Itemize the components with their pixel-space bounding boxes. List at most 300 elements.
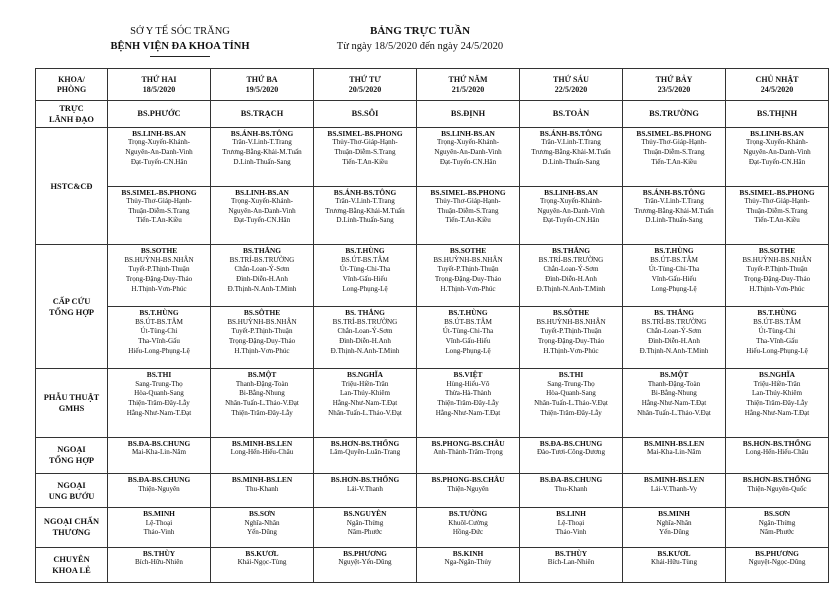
shift-staff-line: Thiện-Nguyên <box>447 484 489 493</box>
shift-staff-line: Đ.Thịnh-N.Anh-T.Minh <box>536 284 606 293</box>
shift-lead: BS.ÁNH-BS.TÔNG <box>230 128 294 138</box>
shift-staff-line: Đạt-Tuyến-CN.Hân <box>439 157 497 166</box>
shift-staff-line: BS.ÚT-BS.TÂM <box>135 317 183 326</box>
shift-staff-line: Long-Phụng-Lệ <box>342 284 388 293</box>
shift-lead: BS.SOTHE <box>758 246 796 256</box>
shift-cell-day-6 <box>623 369 726 437</box>
shift-lead: BS.ĐA-BS.CHUNG <box>127 438 191 448</box>
shift-staff-line: Nghĩa-Nhân <box>656 518 692 527</box>
shift-staff-line: Khuôl-Cường <box>448 518 488 527</box>
shift-staff-line: Tuyết-P.Thịnh-Thuận <box>746 265 808 274</box>
shift-staff-line: Ngân-Thừng <box>346 518 384 527</box>
shift-staff-line: BS.TRÍ-BS.TRƯỜNG <box>538 255 604 264</box>
shift-cell-day-4 <box>417 369 520 437</box>
dept-label-ngoaiub <box>36 473 108 507</box>
shift-staff-line: BS.ÚT-BS.TÂM <box>341 255 389 264</box>
shift-staff-line: BS.HUỲNH-BS.NHÂN <box>433 255 503 264</box>
shift-staff-line: Đình-Diễn-H.Anh <box>236 275 288 284</box>
shift-cell-day-6 <box>623 307 726 369</box>
shift-staff-line: Thu-Khanh <box>245 484 279 493</box>
shift-lead: BS.SOTHE <box>449 246 487 256</box>
shift-staff-line: BS.HUỲNH-BS.NHÂN <box>227 317 297 326</box>
shift-staff-line: Nhân-Tuấn-L.Thảo-V.Đạt <box>637 408 711 417</box>
shift-staff-line: Đình-Diễn-H.Anh <box>339 337 391 346</box>
shift-cell-day-5 <box>520 307 623 369</box>
dept-header-line: KHOA/ <box>58 74 85 84</box>
shift-staff-line: Hiếu-Long-Phụng-Lệ <box>128 346 190 355</box>
shift-staff-line: Nguyên-An-Danh-Vinh <box>537 206 605 215</box>
shift-lead: BS.SIMEL-BS.PHONG <box>327 128 403 138</box>
shift-staff-line: Nguyên-An-Danh-Vinh <box>743 147 811 156</box>
shift-cell-day-3 <box>314 369 417 437</box>
shift-staff-line: Đạt-Tuyến-CN.Hân <box>233 216 291 225</box>
shift-staff-line: Trân-V.Linh-T.Trang <box>541 138 601 147</box>
shift-cell-day-4 <box>417 437 520 473</box>
shift-staff-line: Tha-Vĩnh-Gấu <box>756 337 798 346</box>
shift-cell-day-4 <box>417 473 520 507</box>
shift-cell-day-1 <box>108 437 211 473</box>
shift-staff-line: Trọng-Đặng-Duy-Thảo <box>537 337 605 346</box>
shift-staff-line: Trọng-Xuyến-Khánh- <box>540 197 602 206</box>
shift-staff-line: Nguyên-An-Danh-Vinh <box>228 206 296 215</box>
shift-staff-line: Trọng-Đặng-Duy-Thảo <box>125 275 193 284</box>
shift-lead: BS.T.HÙNG <box>448 308 488 318</box>
shift-staff-line: Anh-Thành-Trâm-Trọng <box>433 448 503 457</box>
shift-staff-line: Sang-Trung-Thọ <box>547 379 595 388</box>
shift-staff-line: Chắn-Loan-Ý-Sơm <box>337 327 393 336</box>
shift-staff-line: Thủy-Thơ-Giáp-Hạnh- <box>332 138 398 147</box>
day-header <box>726 69 829 101</box>
shift-staff-line: Bích-Hữu-Nhiên <box>135 558 183 567</box>
shift-staff-line: Đình-Diễn-H.Anh <box>545 275 597 284</box>
leadership-cell-day-7: BS.THỊNH <box>726 101 829 128</box>
shift-lead: BS.VIỆT <box>453 370 483 380</box>
table-row <box>36 437 829 473</box>
shift-cell-day-5 <box>520 186 623 245</box>
day-header <box>314 69 417 101</box>
shift-staff-line: Thuận-Diễm-S.Trang <box>128 206 190 215</box>
shift-staff-line: Tiến-T.An-Kiều <box>445 216 491 225</box>
shift-lead: BS.MINH-BS.LEN <box>643 474 705 484</box>
shift-cell-day-3 <box>314 547 417 582</box>
shift-staff-line: Trương-Bằng-Khải-M.Tuấn <box>634 206 714 215</box>
shift-cell-day-3 <box>314 437 417 473</box>
shift-lead: BS.T.HÙNG <box>654 246 694 256</box>
shift-lead: BS.ĐA-BS.CHUNG <box>127 474 191 484</box>
shift-lead: BS.SƠN <box>763 509 791 519</box>
shift-cell-day-1 <box>108 508 211 548</box>
shift-cell-day-1 <box>108 127 211 186</box>
dept-label-leadership <box>36 101 108 128</box>
shift-staff-line: Lệ-Thoại <box>557 518 585 527</box>
dept-label-ngoaict <box>36 508 108 548</box>
shift-lead: BS.NGUYÊN <box>343 509 387 519</box>
shift-cell-day-5 <box>520 508 623 548</box>
shift-staff-line: Khải-Ngọc-Tùng <box>237 558 287 567</box>
shift-cell-day-4 <box>417 508 520 548</box>
shift-lead: BS.T.HÙNG <box>139 308 179 318</box>
shift-staff-line: Khải-Hữu-Tùng <box>650 558 697 567</box>
shift-lead: BS.THẮNG <box>243 246 281 256</box>
shift-staff-line: Nga-Ngân-Thủy <box>444 558 492 567</box>
shift-staff-line: Lái-V.Thanh <box>347 484 383 493</box>
day-date: 18/5/2020 <box>142 84 176 94</box>
shift-staff-line: Trương-Bằng-Khải-M.Tuấn <box>222 147 302 156</box>
shift-staff-line: Nguyệt-Yến-Dũng <box>338 558 392 567</box>
shift-staff-line: Năm-Phước <box>759 528 795 537</box>
shift-staff-line: Đ.Thịnh-N.Anh-T.Minh <box>639 346 709 355</box>
dept-column-header <box>36 69 108 101</box>
shift-cell-day-7 <box>726 245 829 307</box>
shift-staff-line: Đình-Diễn-H.Anh <box>648 337 700 346</box>
shift-staff-line: D.Linh-Thuấn-Sang <box>645 216 703 225</box>
shift-staff-line: Tiến-T.An-Kiều <box>754 216 800 225</box>
table-row <box>36 245 829 307</box>
shift-cell-day-6 <box>623 127 726 186</box>
shift-staff-line: Trọng-Xuyến-Khánh- <box>231 197 293 206</box>
dept-label-line: TỔNG HỢP <box>49 307 94 317</box>
shift-cell-day-5 <box>520 245 623 307</box>
shift-cell-day-3 <box>314 307 417 369</box>
dept-label-line: NGOẠI CHẤN <box>43 517 100 527</box>
shift-staff-line: Thanh-Đặng-Toàn <box>647 379 701 388</box>
shift-lead: BS.NGHĨA <box>759 370 795 380</box>
shift-cell-day-1 <box>108 186 211 245</box>
shift-staff-line: Vĩnh-Gấu-Hiếu <box>445 337 491 346</box>
shift-staff-line: Thiện-Nguyên <box>138 484 180 493</box>
shift-lead: BS.MINH <box>143 509 175 519</box>
shift-staff-line: Long-Phụng-Lệ <box>651 284 697 293</box>
shift-staff-line: Út-Tùng-Chi <box>140 327 178 336</box>
org-underline <box>150 56 210 57</box>
shift-staff-line: Đạt-Tuyến-CN.Hân <box>542 216 600 225</box>
shift-lead: BS.ĐA-BS.CHUNG <box>539 474 603 484</box>
shift-lead: BS.THI <box>146 370 172 380</box>
shift-staff-line: Long-Hến-Hiếu-Châu <box>230 448 294 457</box>
shift-lead: BS.SÔTHE <box>243 308 281 318</box>
shift-staff-line: Đào-Tươi-Công-Dương <box>537 448 605 457</box>
shift-staff-line: BS.TRÍ-BS.TRƯỜNG <box>229 255 295 264</box>
shift-lead: BS.HƠN-BS.THỐNG <box>330 474 400 484</box>
shift-staff-line: Thiện-Trâm-Đây-Lẫy <box>437 399 499 407</box>
shift-lead: BS.PHONG-BS.CHÂU <box>431 438 505 448</box>
shift-lead: BS.LINH <box>556 509 586 519</box>
page-title: BẢNG TRỰC TUẦN <box>369 25 471 37</box>
shift-staff-line: Lâm-Quyên-Luân-Trang <box>329 448 401 457</box>
shift-staff-line: Thiện-Nguyên-Quốc <box>747 484 807 493</box>
table-row <box>36 547 829 582</box>
leadership-row <box>36 101 829 128</box>
shift-cell-day-2 <box>211 437 314 473</box>
shift-cell-day-2 <box>211 245 314 307</box>
shift-staff-line: Hòa-Quanh-Sang <box>546 389 596 398</box>
shift-lead: BS.MỘT <box>659 370 689 380</box>
dept-label-line: TỔNG HỢP <box>49 456 94 466</box>
day-header <box>211 69 314 101</box>
shift-cell-day-3 <box>314 473 417 507</box>
shift-cell-day-1 <box>108 547 211 582</box>
shift-lead: BS.KƯƠL <box>657 548 691 558</box>
shift-staff-line: Thảo-Vinh <box>555 528 587 537</box>
shift-staff-line: BS.TRÍ-BS.TRƯỜNG <box>641 317 707 326</box>
shift-staff-line: Hằng-Như-Nam-T.Đạt <box>641 399 707 407</box>
dept-label-chuyenkhoale <box>36 547 108 582</box>
shift-lead: BS.ĐA-BS.CHUNG <box>539 438 603 448</box>
shift-cell-day-4 <box>417 307 520 369</box>
table-row <box>36 186 829 245</box>
shift-lead: BS.SIMEL-BS.PHONG <box>121 187 197 197</box>
day-header <box>623 69 726 101</box>
shift-cell-day-3 <box>314 245 417 307</box>
shift-staff-line: Lan-Thúy-Khiêm <box>339 389 391 398</box>
shift-staff-line: Tiến-T.An-Kiều <box>651 157 697 166</box>
shift-cell-day-2 <box>211 369 314 437</box>
table-row <box>36 127 829 186</box>
day-name: THỨ SÁU <box>553 74 589 84</box>
shift-staff-line: Hằng-Như-Nam-T.Đạt <box>435 408 501 417</box>
shift-staff-line: Thảo-Vinh <box>143 528 175 537</box>
shift-staff-line: Nguyệt-Ngọc-Dũng <box>748 558 806 567</box>
shift-lead: BS.MINH-BS.LEN <box>231 474 293 484</box>
shift-cell-day-4 <box>417 186 520 245</box>
shift-lead: BS.SOTHE <box>140 246 178 256</box>
shift-staff-line: Yến-Dũng <box>659 528 689 537</box>
shift-staff-line: H.Thịnh-Vơn-Phúc <box>543 346 599 355</box>
shift-staff-line: BS.ÚT-BS.TÂM <box>650 255 698 264</box>
shift-staff-line: Trọng-Đặng-Duy-Thảo <box>434 275 502 284</box>
shift-staff-line: Thiện-Trâm-Đây-Lẫy <box>128 399 190 407</box>
shift-staff-line: Thu-Khanh <box>554 484 588 493</box>
shift-lead: BS.THI <box>558 370 584 380</box>
shift-lead: BS.MINH-BS.LEN <box>231 438 293 448</box>
shift-cell-day-7 <box>726 473 829 507</box>
shift-staff-line: Bi-Bằng-Nhung <box>651 389 697 398</box>
shift-staff-line: Bi-Bằng-Nhung <box>239 389 285 398</box>
shift-lead: BS.HƠN-BS.THỐNG <box>742 474 812 484</box>
shift-lead: BS.ÁNH-BS.TÔNG <box>642 187 706 197</box>
shift-lead: BS.LINH-BS.AN <box>235 187 289 197</box>
shift-cell-day-4 <box>417 547 520 582</box>
shift-staff-line: Nguyên-An-Danh-Vinh <box>434 147 502 156</box>
shift-cell-day-6 <box>623 508 726 548</box>
shift-staff-line: Thuận-Diễm-S.Trang <box>643 147 705 156</box>
shift-staff-line: Đ.Thịnh-N.Anh-T.Minh <box>227 284 297 293</box>
shift-lead: BS.SÔTHE <box>552 308 590 318</box>
dept-label-line: GMHS <box>58 403 85 413</box>
shift-staff-line: Nghĩa-Nhân <box>244 518 280 527</box>
shift-cell-day-4 <box>417 245 520 307</box>
shift-staff-line: Triệu-Hiền-Trân <box>341 379 389 388</box>
shift-cell-day-7 <box>726 127 829 186</box>
dept-label-ngoaith <box>36 437 108 473</box>
shift-staff-line: D.Linh-Thuấn-Sang <box>542 157 600 166</box>
shift-cell-day-6 <box>623 245 726 307</box>
dept-label-line: HSTC&CĐ <box>50 181 93 191</box>
shift-cell-day-1 <box>108 473 211 507</box>
table-row <box>36 508 829 548</box>
shift-staff-line: Thiện-Trâm-Đây-Lẫy <box>231 408 293 417</box>
leadership-cell-day-5: BS.TOẢN <box>520 101 623 128</box>
shift-staff-line: Thủy-Thơ-Giáp-Hạnh- <box>744 197 810 206</box>
leadership-cell-day-6: BS.TRƯỜNG <box>623 101 726 128</box>
shift-staff-line: Vĩnh-Gấu-Hiếu <box>651 275 697 284</box>
shift-staff-line: Trân-V.Linh-T.Trang <box>335 197 395 206</box>
shift-staff-line: Trương-Bằng-Khải-M.Tuấn <box>325 206 405 215</box>
shift-lead: BS.MINH-BS.LEN <box>643 438 705 448</box>
shift-cell-day-2 <box>211 186 314 245</box>
shift-staff-line: BS.HUỲNH-BS.NHÂN <box>124 255 194 264</box>
shift-staff-line: Long-Phụng-Lệ <box>445 346 491 355</box>
shift-staff-line: Trọng-Xuyến-Khánh- <box>746 138 808 147</box>
shift-staff-line: H.Thịnh-Vơn-Phúc <box>234 346 290 355</box>
shift-lead: BS.HƠN-BS.THỐNG <box>330 438 400 448</box>
day-name: THỨ BA <box>246 74 278 84</box>
shift-cell-day-2 <box>211 508 314 548</box>
shift-cell-day-2 <box>211 307 314 369</box>
shift-cell-day-7 <box>726 437 829 473</box>
shift-staff-line: Mai-Kha-Lin-Năm <box>132 448 186 457</box>
day-date: 20/5/2020 <box>348 84 382 94</box>
dept-label-line: NGOẠI <box>57 445 86 455</box>
duty-schedule-table <box>35 68 829 583</box>
shift-staff-line: Đạt-Tuyến-CN.Hân <box>748 157 806 166</box>
shift-cell-day-2 <box>211 547 314 582</box>
shift-staff-line: Hằng-Như-Nam-T.Đạt <box>744 408 810 417</box>
shift-lead: BS.THÙY <box>554 548 588 558</box>
shift-lead: BS.THẮNG <box>552 246 590 256</box>
shift-staff-line: H.Thịnh-Vơn-Phúc <box>440 284 496 293</box>
day-date: 23/5/2020 <box>657 84 691 94</box>
shift-lead: BS.PHƯƠNG <box>343 548 387 558</box>
day-date: 21/5/2020 <box>451 84 485 94</box>
shift-lead: BS.THÙY <box>142 548 176 558</box>
table-row <box>36 307 829 369</box>
shift-staff-line: Vĩnh-Gấu-Hiếu <box>342 275 388 284</box>
shift-staff-line: Đạt-Tuyến-CN.Hân <box>130 157 188 166</box>
day-name: THỨ NĂM <box>448 74 488 84</box>
shift-staff-line: Lái-V.Thanh-Vy <box>650 484 698 493</box>
shift-cell-day-7 <box>726 547 829 582</box>
shift-lead: BS.MINH <box>658 509 690 519</box>
shift-staff-line: Thủy-Thơ-Giáp-Hạnh- <box>126 197 192 206</box>
shift-cell-day-3 <box>314 186 417 245</box>
shift-staff-line: Hồng-Đức <box>452 528 484 537</box>
shift-staff-line: Thủy-Thơ-Giáp-Hạnh- <box>641 138 707 147</box>
shift-cell-day-7 <box>726 186 829 245</box>
shift-staff-line: Tiến-T.An-Kiều <box>342 157 388 166</box>
shift-cell-day-1 <box>108 307 211 369</box>
shift-cell-day-5 <box>520 369 623 437</box>
shift-staff-line: Trân-V.Linh-T.Trang <box>644 197 704 206</box>
day-header <box>417 69 520 101</box>
shift-staff-line: Thuận-Diễm-S.Trang <box>334 147 396 156</box>
shift-staff-line: Út-Tùng-Chi-Tha <box>648 265 700 274</box>
shift-staff-line: Thanh-Đặng-Toàn <box>235 379 289 388</box>
day-name: THỨ HAI <box>141 74 177 84</box>
shift-lead: BS.LINH-BS.AN <box>441 128 495 138</box>
shift-lead: BS. THẮNG <box>345 308 385 318</box>
shift-staff-line: Tuyết-P.Thịnh-Thuận <box>231 327 293 336</box>
shift-staff-line: BS.HUỲNH-BS.NHÂN <box>536 317 606 326</box>
shift-staff-line: Hùng-Hiếu-Võ <box>446 379 490 388</box>
shift-staff-line: Đ.Thịnh-N.Anh-T.Minh <box>330 346 400 355</box>
dept-header-line: PHÒNG <box>56 84 87 94</box>
shift-staff-line: Tha-Vĩnh-Gấu <box>138 337 180 346</box>
shift-staff-line: Trân-V.Linh-T.Trang <box>232 138 292 147</box>
shift-lead: BS.TƯỜNG <box>448 509 488 519</box>
dept-label-hstc <box>36 127 108 245</box>
org-line-2: BỆNH VIỆN ĐA KHOA TỈNH <box>110 41 250 52</box>
shift-lead: BS.ÁNH-BS.TÔNG <box>539 128 603 138</box>
shift-lead: BS.SƠN <box>248 509 276 519</box>
shift-lead: BS.MỘT <box>247 370 277 380</box>
shift-cell-day-5 <box>520 473 623 507</box>
shift-lead: BS.ÁNH-BS.TÔNG <box>333 187 397 197</box>
shift-cell-day-6 <box>623 437 726 473</box>
shift-lead: BS.SIMEL-BS.PHONG <box>739 187 815 197</box>
shift-staff-line: BS.HUỲNH-BS.NHÂN <box>742 255 812 264</box>
dept-label-line: TRỰC <box>59 103 84 113</box>
shift-lead: BS.PHƯƠNG <box>755 548 799 558</box>
shift-cell-day-5 <box>520 127 623 186</box>
dept-label-line: KHOA LẺ <box>52 565 91 575</box>
table-row <box>36 473 829 507</box>
shift-lead: BS.SIMEL-BS.PHONG <box>430 187 506 197</box>
shift-staff-line: Sang-Trung-Thọ <box>135 379 183 388</box>
shift-cell-day-6 <box>623 473 726 507</box>
shift-staff-line: Ngân-Thừng <box>758 518 796 527</box>
day-name: THỨ TƯ <box>349 74 381 84</box>
shift-cell-day-5 <box>520 437 623 473</box>
shift-staff-line: BS.ÚT-BS.TÂM <box>444 317 492 326</box>
shift-staff-line: Mai-Kha-Lin-Năm <box>647 448 701 457</box>
shift-lead: BS.HƠN-BS.THỐNG <box>742 438 812 448</box>
shift-staff-line: Thừa-Hà-Thành <box>445 389 491 398</box>
shift-cell-day-2 <box>211 473 314 507</box>
leadership-cell-day-4: BS.ĐỊNH <box>417 101 520 128</box>
shift-lead: BS.KƯƠL <box>245 548 279 558</box>
dept-label-line: LÃNH ĐẠO <box>49 114 94 124</box>
shift-staff-line: Tuyết-P.Thịnh-Thuận <box>437 265 499 274</box>
shift-cell-day-5 <box>520 547 623 582</box>
shift-staff-line: Nhân-Tuấn-L.Thảo-V.Đạt <box>328 408 402 417</box>
shift-cell-day-1 <box>108 369 211 437</box>
shift-staff-line: Trọng-Xuyến-Khánh- <box>437 138 499 147</box>
shift-staff-line: Tuyết-P.Thịnh-Thuận <box>540 327 602 336</box>
shift-staff-line: H.Thịnh-Vơn-Phúc <box>749 284 805 293</box>
shift-staff-line: Chắn-Loan-Ý-Sơm <box>234 265 290 274</box>
dept-label-capcuu <box>36 245 108 369</box>
shift-staff-line: Thuận-Diễm-S.Trang <box>746 206 808 215</box>
shift-staff-line: Triệu-Hiền-Trân <box>753 379 801 388</box>
day-date: 19/5/2020 <box>245 84 279 94</box>
shift-staff-line: Út-Tùng-Chi-Tha <box>339 265 391 274</box>
dept-label-line: CẤP CỨU <box>52 296 91 306</box>
shift-lead: BS.NGHĨA <box>347 370 383 380</box>
leadership-cell-day-1: BS.PHƯỚC <box>108 101 211 128</box>
shift-staff-line: Út-Tùng-Chi <box>758 327 796 336</box>
day-header <box>108 69 211 101</box>
shift-staff-line: Tuyết-P.Thịnh-Thuận <box>128 265 190 274</box>
dept-label-line: NGOẠI <box>57 480 86 490</box>
shift-staff-line: Thiện-Trâm-Đây-Lẫy <box>540 408 602 417</box>
shift-cell-day-1 <box>108 245 211 307</box>
dept-label-line: CHUYÊN <box>53 554 90 564</box>
shift-staff-line: Nhân-Tuấn-L.Thảo-V.Đạt <box>225 399 299 407</box>
shift-staff-line: BS.TRÍ-BS.TRƯỜNG <box>332 317 398 326</box>
dept-label-line: THƯƠNG <box>52 528 91 538</box>
shift-staff-line: Tiến-T.An-Kiều <box>136 216 182 225</box>
